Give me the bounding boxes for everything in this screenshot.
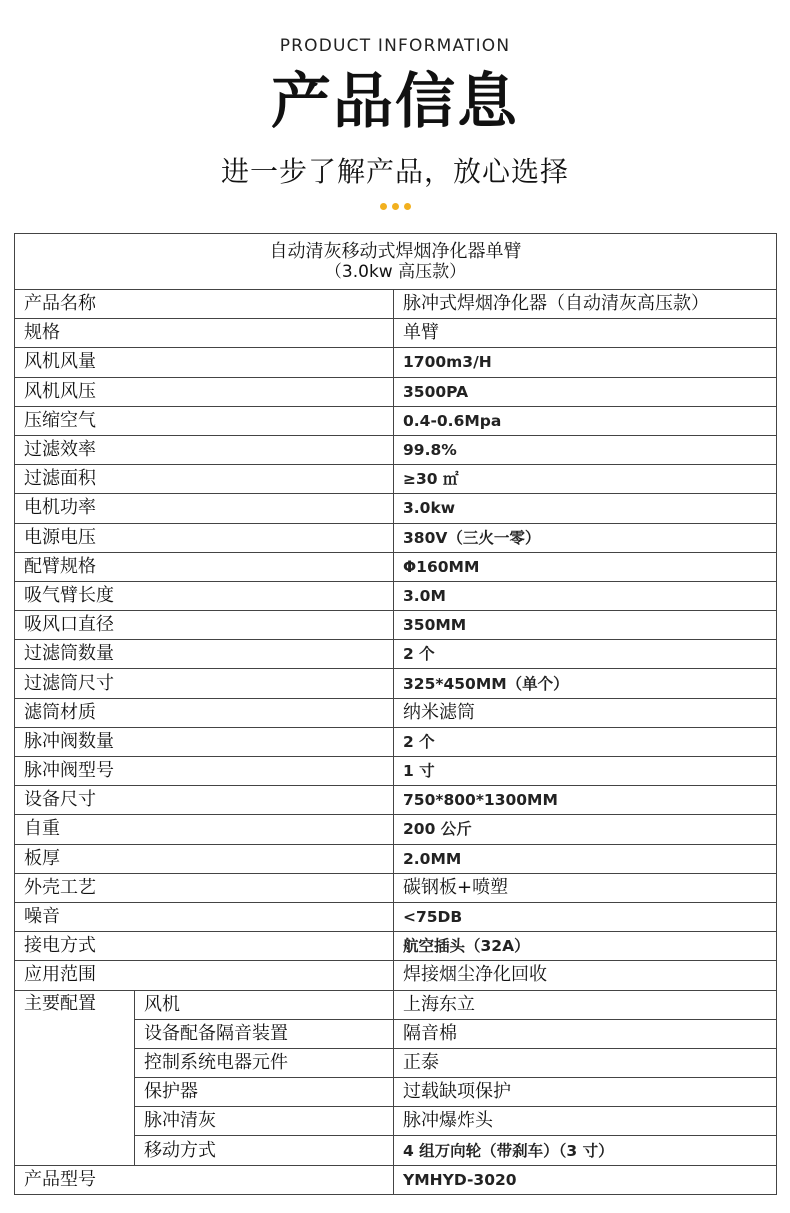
row-label: 配臂规格	[15, 552, 394, 581]
table-row	[15, 1165, 777, 1194]
table-row	[15, 348, 777, 377]
table-row	[15, 698, 777, 727]
row-label: 脉冲阀数量	[15, 727, 394, 756]
table-row	[15, 523, 777, 552]
main-config-label: 主要配置	[15, 990, 135, 1165]
row-value: 200 公斤	[394, 815, 777, 844]
row-value: 纳米滤筒	[394, 698, 777, 727]
table-row	[15, 961, 777, 990]
row-label: 电源电压	[15, 523, 394, 552]
row-label: 过滤筒尺寸	[15, 669, 394, 698]
model-value: YMHYD-3020	[394, 1165, 777, 1194]
table-title-line2: （3.0kw 高压款）	[324, 261, 467, 282]
row-label: 噪音	[15, 902, 394, 931]
row-label: 规格	[15, 319, 394, 348]
table-row	[15, 873, 777, 902]
config-item-name: 设备配备隔音装置	[135, 1019, 394, 1048]
chinese-title: 产品信息	[271, 67, 519, 137]
row-value: 焊接烟尘净化回收	[394, 961, 777, 990]
row-label: 吸气臂长度	[15, 581, 394, 610]
table-row	[15, 786, 777, 815]
config-item-name: 移动方式	[135, 1136, 394, 1165]
table-row	[15, 902, 777, 931]
row-label: 吸风口直径	[15, 611, 394, 640]
config-item-value: 脉冲爆炸头	[394, 1107, 777, 1136]
table-row	[15, 435, 777, 464]
dot-icon	[392, 203, 399, 210]
table-row	[15, 319, 777, 348]
row-label: 应用范围	[15, 961, 394, 990]
row-value: 3.0M	[394, 581, 777, 610]
config-item-value: 过载缺项保护	[394, 1078, 777, 1107]
row-value: 3500PA	[394, 377, 777, 406]
row-label: 电机功率	[15, 494, 394, 523]
config-item-name: 脉冲清灰	[135, 1107, 394, 1136]
row-value: 2 个	[394, 727, 777, 756]
table-row	[15, 990, 777, 1019]
row-value: Φ160MM	[394, 552, 777, 581]
decorative-dots	[0, 203, 790, 210]
row-value: 3.0kw	[394, 494, 777, 523]
english-title: PRODUCT INFORMATION	[279, 36, 511, 56]
table-title	[15, 234, 777, 290]
row-value: 325*450MM（单个）	[394, 669, 777, 698]
row-value: ≥30 ㎡	[394, 465, 777, 494]
table-row	[15, 611, 777, 640]
row-label: 设备尺寸	[15, 786, 394, 815]
subtitle: 进一步了解产品，放心选择	[220, 155, 569, 188]
row-value: 单臂	[394, 319, 777, 348]
table-row	[15, 640, 777, 669]
table-row	[15, 290, 777, 319]
config-item-name: 风机	[135, 990, 394, 1019]
dot-icon	[404, 203, 411, 210]
table-row	[15, 581, 777, 610]
config-item-value: 隔音棉	[394, 1019, 777, 1048]
row-label: 压缩空气	[15, 406, 394, 435]
table-row	[15, 727, 777, 756]
table-row	[15, 465, 777, 494]
row-value: 0.4-0.6Mpa	[394, 406, 777, 435]
row-value: 航空插头（32A）	[394, 932, 777, 961]
config-item-value: 上海东立	[394, 990, 777, 1019]
table-row	[15, 377, 777, 406]
row-label: 滤筒材质	[15, 698, 394, 727]
table-row	[15, 757, 777, 786]
table-row	[15, 815, 777, 844]
table-row	[15, 552, 777, 581]
row-value: 1700m3/H	[394, 348, 777, 377]
config-item-value: 4 组万向轮（带刹车）（3 寸）	[394, 1136, 777, 1165]
table-row	[15, 932, 777, 961]
table-row	[15, 494, 777, 523]
config-item-name: 控制系统电器元件	[135, 1048, 394, 1077]
dot-icon	[380, 203, 387, 210]
row-label: 过滤面积	[15, 465, 394, 494]
row-value: 1 寸	[394, 757, 777, 786]
row-value: 2.0MM	[394, 844, 777, 873]
row-label: 风机风量	[15, 348, 394, 377]
row-label: 自重	[15, 815, 394, 844]
product-info-header	[0, 0, 790, 230]
table-row	[15, 406, 777, 435]
row-label: 产品名称	[15, 290, 394, 319]
config-item-value: 正泰	[394, 1048, 777, 1077]
row-label: 接电方式	[15, 932, 394, 961]
config-item-name: 保护器	[135, 1078, 394, 1107]
row-value: 380V（三火一零）	[394, 523, 777, 552]
row-label: 风机风压	[15, 377, 394, 406]
row-value: 碳钢板+喷塑	[394, 873, 777, 902]
row-value: <75DB	[394, 902, 777, 931]
row-label: 过滤筒数量	[15, 640, 394, 669]
row-value: 脉冲式焊烟净化器（自动清灰高压款）	[394, 290, 777, 319]
row-label: 过滤效率	[15, 435, 394, 464]
row-value: 2 个	[394, 640, 777, 669]
model-label: 产品型号	[15, 1165, 394, 1194]
spec-table	[14, 233, 777, 1195]
table-row	[15, 669, 777, 698]
row-value: 99.8%	[394, 435, 777, 464]
row-value: 750*800*1300MM	[394, 786, 777, 815]
row-label: 外壳工艺	[15, 873, 394, 902]
table-title-line1: 自动清灰移动式焊烟净化器单臂	[269, 240, 522, 262]
row-label: 板厚	[15, 844, 394, 873]
row-value: 350MM	[394, 611, 777, 640]
table-row	[15, 844, 777, 873]
row-label: 脉冲阀型号	[15, 757, 394, 786]
